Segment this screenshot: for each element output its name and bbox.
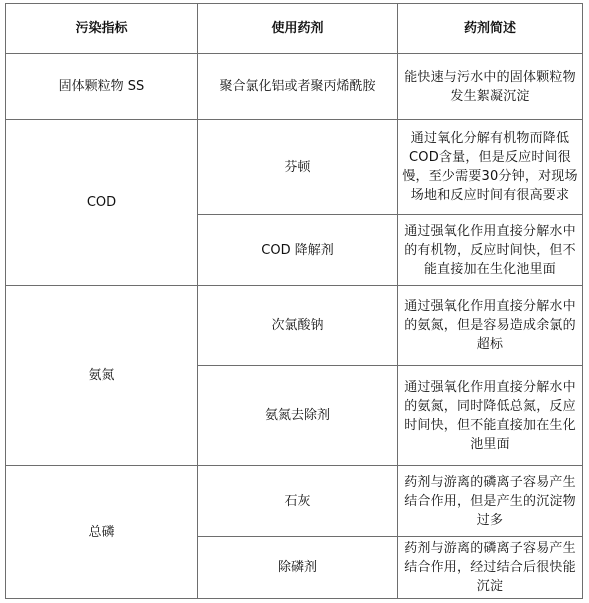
table-row — [6, 54, 583, 120]
pollutant-treatment-table — [5, 3, 583, 599]
agent-cell: 除磷剂 — [198, 537, 398, 599]
description-cell: 通过强氧化作用直接分解水中的氨氮，但是容易造成余氯的超标 — [398, 286, 583, 366]
agent-cell: 石灰 — [198, 466, 398, 537]
agent-cell: COD 降解剂 — [198, 215, 398, 286]
table-row — [6, 466, 583, 537]
indicator-cell: 氨氮 — [6, 286, 198, 466]
description-cell: 通过强氧化作用直接分解水中的氨氮，同时降低总氮，反应时间快，但不能直接加在生化池里面 — [398, 366, 583, 466]
header-row — [6, 4, 583, 54]
description-cell: 药剂与游离的磷离子容易产生结合作用，但是产生的沉淀物过多 — [398, 466, 583, 537]
description-cell: 通过强氧化作用直接分解水中的有机物，反应时间快，但不能直接加在生化池里面 — [398, 215, 583, 286]
agent-cell: 氨氮去除剂 — [198, 366, 398, 466]
header-description: 药剂简述 — [398, 4, 583, 54]
indicator-cell: 总磷 — [6, 466, 198, 599]
agent-cell: 聚合氯化铝或者聚丙烯酰胺 — [198, 54, 398, 120]
description-cell: 能快速与污水中的固体颗粒物发生絮凝沉淀 — [398, 54, 583, 120]
description-cell: 通过氧化分解有机物而降低COD含量，但是反应时间很慢，至少需要30分钟，对现场场地和反应时间有很高要求 — [398, 120, 583, 215]
table-row — [6, 286, 583, 366]
table-row — [6, 120, 583, 215]
header-agent: 使用药剂 — [198, 4, 398, 54]
agent-cell: 次氯酸钠 — [198, 286, 398, 366]
description-cell: 药剂与游离的磷离子容易产生结合作用，经过结合后很快能沉淀 — [398, 537, 583, 599]
header-indicator: 污染指标 — [6, 4, 198, 54]
agent-cell: 芬顿 — [198, 120, 398, 215]
indicator-cell: COD — [6, 120, 198, 286]
indicator-cell: 固体颗粒物 SS — [6, 54, 198, 120]
